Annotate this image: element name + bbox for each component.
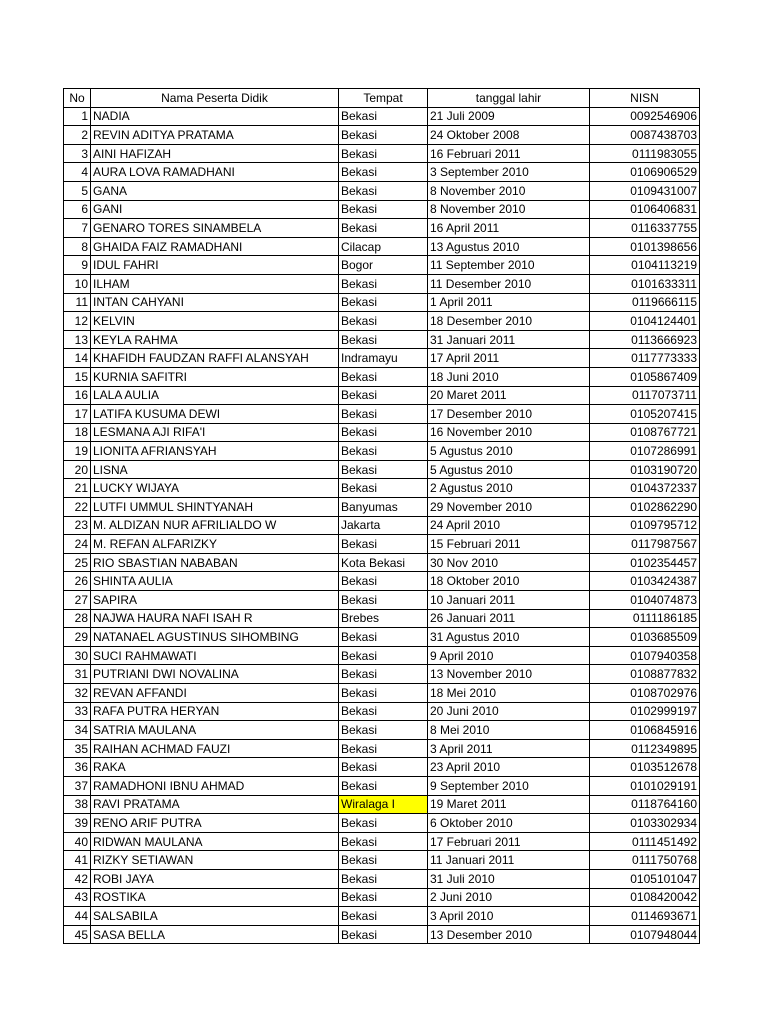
cell-tempat: Bekasi — [339, 572, 428, 591]
cell-tanggal-lahir: 31 Juli 2010 — [428, 869, 590, 888]
table-row — [64, 591, 700, 610]
cell-no: 4 — [64, 163, 91, 182]
cell-nama: INTAN CAHYANI — [91, 293, 339, 312]
cell-no: 11 — [64, 293, 91, 312]
cell-tempat: Bekasi — [339, 293, 428, 312]
cell-nama: ROSTIKA — [91, 888, 339, 907]
cell-tempat: Cilacap — [339, 237, 428, 256]
cell-no: 33 — [64, 702, 91, 721]
table-row — [64, 721, 700, 740]
cell-nisn: 0119666115 — [590, 293, 700, 312]
table-row — [64, 646, 700, 665]
cell-nisn: 0102999197 — [590, 702, 700, 721]
cell-nama: LISNA — [91, 460, 339, 479]
table-row — [64, 144, 700, 163]
table-row — [64, 553, 700, 572]
cell-tanggal-lahir: 24 April 2010 — [428, 516, 590, 535]
cell-nama: RAIHAN ACHMAD FAUZI — [91, 739, 339, 758]
table-row — [64, 367, 700, 386]
table-row — [64, 107, 700, 126]
cell-tanggal-lahir: 29 November 2010 — [428, 498, 590, 517]
cell-nisn: 0112349895 — [590, 739, 700, 758]
cell-tempat: Bekasi — [339, 405, 428, 424]
cell-nisn: 0104124401 — [590, 312, 700, 331]
cell-nisn: 0103512678 — [590, 758, 700, 777]
table-row — [64, 702, 700, 721]
cell-no: 40 — [64, 832, 91, 851]
cell-tempat: Wiralaga I — [339, 795, 428, 814]
cell-no: 35 — [64, 739, 91, 758]
table-row — [64, 498, 700, 517]
cell-nama: LALA AULIA — [91, 386, 339, 405]
cell-nama: PUTRIANI DWI NOVALINA — [91, 665, 339, 684]
cell-tempat: Bekasi — [339, 665, 428, 684]
cell-nisn: 0118764160 — [590, 795, 700, 814]
cell-nisn: 0106406831 — [590, 200, 700, 219]
cell-tanggal-lahir: 20 Maret 2011 — [428, 386, 590, 405]
cell-tempat: Bekasi — [339, 442, 428, 461]
cell-nama: NAJWA HAURA NAFI ISAH R — [91, 609, 339, 628]
cell-nama: NADIA — [91, 107, 339, 126]
cell-nama: ILHAM — [91, 274, 339, 293]
cell-no: 38 — [64, 795, 91, 814]
cell-nisn: 0106906529 — [590, 163, 700, 182]
table-row — [64, 460, 700, 479]
cell-tanggal-lahir: 24 Oktober 2008 — [428, 126, 590, 145]
table-row — [64, 274, 700, 293]
cell-tempat: Bekasi — [339, 386, 428, 405]
cell-nisn: 0103190720 — [590, 460, 700, 479]
cell-tanggal-lahir: 1 April 2011 — [428, 293, 590, 312]
cell-no: 23 — [64, 516, 91, 535]
cell-tempat: Bekasi — [339, 739, 428, 758]
table-row — [64, 572, 700, 591]
cell-tempat: Bekasi — [339, 869, 428, 888]
cell-tempat: Bekasi — [339, 888, 428, 907]
cell-nama: AINI HAFIZAH — [91, 144, 339, 163]
cell-tanggal-lahir: 17 Februari 2011 — [428, 832, 590, 851]
cell-nama: GANA — [91, 181, 339, 200]
table-row — [64, 851, 700, 870]
cell-nisn: 0108702976 — [590, 684, 700, 703]
cell-tempat: Bekasi — [339, 163, 428, 182]
cell-tempat: Bekasi — [339, 814, 428, 833]
cell-tempat: Bekasi — [339, 776, 428, 795]
cell-tempat: Banyumas — [339, 498, 428, 517]
cell-no: 29 — [64, 628, 91, 647]
cell-tempat: Bekasi — [339, 535, 428, 554]
cell-nama: M. REFAN ALFARIZKY — [91, 535, 339, 554]
cell-tanggal-lahir: 3 September 2010 — [428, 163, 590, 182]
cell-nama: KELVIN — [91, 312, 339, 331]
cell-no: 19 — [64, 442, 91, 461]
table-row — [64, 516, 700, 535]
table-row — [64, 256, 700, 275]
cell-no: 17 — [64, 405, 91, 424]
cell-nisn: 0111750768 — [590, 851, 700, 870]
cell-no: 14 — [64, 349, 91, 368]
cell-nama: RENO ARIF PUTRA — [91, 814, 339, 833]
table-row — [64, 776, 700, 795]
cell-no: 25 — [64, 553, 91, 572]
cell-tempat: Bekasi — [339, 200, 428, 219]
cell-tempat: Bekasi — [339, 423, 428, 442]
cell-nisn: 0108767721 — [590, 423, 700, 442]
cell-tanggal-lahir: 16 April 2011 — [428, 219, 590, 238]
header-row — [64, 89, 700, 108]
cell-tanggal-lahir: 13 Agustus 2010 — [428, 237, 590, 256]
cell-tempat: Bekasi — [339, 274, 428, 293]
cell-tanggal-lahir: 18 Juni 2010 — [428, 367, 590, 386]
cell-tanggal-lahir: 17 April 2011 — [428, 349, 590, 368]
cell-nisn: 0103424387 — [590, 572, 700, 591]
cell-nama: LUTFI UMMUL SHINTYANAH — [91, 498, 339, 517]
cell-no: 20 — [64, 460, 91, 479]
header-nisn: NISN — [590, 89, 700, 108]
table-row — [64, 349, 700, 368]
table-row — [64, 237, 700, 256]
cell-no: 9 — [64, 256, 91, 275]
cell-tempat: Bekasi — [339, 628, 428, 647]
table-row — [64, 442, 700, 461]
cell-nama: GENARO TORES SINAMBELA — [91, 219, 339, 238]
table-row — [64, 535, 700, 554]
table-row — [64, 126, 700, 145]
table-row — [64, 423, 700, 442]
cell-no: 41 — [64, 851, 91, 870]
table-row — [64, 181, 700, 200]
cell-nisn: 0117073711 — [590, 386, 700, 405]
cell-no: 10 — [64, 274, 91, 293]
cell-no: 12 — [64, 312, 91, 331]
header-no: No — [64, 89, 91, 108]
cell-tempat: Bekasi — [339, 312, 428, 331]
cell-tempat: Bekasi — [339, 219, 428, 238]
cell-nama: SALSABILA — [91, 907, 339, 926]
cell-no: 27 — [64, 591, 91, 610]
cell-nama: LESMANA AJI RIFA'I — [91, 423, 339, 442]
cell-nama: GHAIDA FAIZ RAMADHANI — [91, 237, 339, 256]
cell-tanggal-lahir: 18 Oktober 2010 — [428, 572, 590, 591]
cell-tempat: Bekasi — [339, 758, 428, 777]
cell-tanggal-lahir: 19 Maret 2011 — [428, 795, 590, 814]
cell-no: 44 — [64, 907, 91, 926]
cell-no: 26 — [64, 572, 91, 591]
cell-tanggal-lahir: 8 Mei 2010 — [428, 721, 590, 740]
cell-tempat: Brebes — [339, 609, 428, 628]
table-row — [64, 219, 700, 238]
cell-nisn: 0113666923 — [590, 330, 700, 349]
cell-no: 31 — [64, 665, 91, 684]
table-row — [64, 684, 700, 703]
cell-nisn: 0104372337 — [590, 479, 700, 498]
cell-nama: KEYLA RAHMA — [91, 330, 339, 349]
cell-tanggal-lahir: 11 Januari 2011 — [428, 851, 590, 870]
cell-nama: KHAFIDH FAUDZAN RAFFI ALANSYAH — [91, 349, 339, 368]
cell-tempat: Bekasi — [339, 181, 428, 200]
table-row — [64, 795, 700, 814]
cell-nama: RIO SBASTIAN NABABAN — [91, 553, 339, 572]
cell-tanggal-lahir: 9 April 2010 — [428, 646, 590, 665]
cell-tempat: Bekasi — [339, 591, 428, 610]
cell-nisn: 0109795712 — [590, 516, 700, 535]
cell-tempat: Bekasi — [339, 684, 428, 703]
cell-tanggal-lahir: 30 Nov 2010 — [428, 553, 590, 572]
table-row — [64, 163, 700, 182]
cell-tanggal-lahir: 18 Mei 2010 — [428, 684, 590, 703]
cell-no: 24 — [64, 535, 91, 554]
cell-nama: REVIN ADITYA PRATAMA — [91, 126, 339, 145]
cell-no: 39 — [64, 814, 91, 833]
table-row — [64, 405, 700, 424]
table-row — [64, 609, 700, 628]
cell-tanggal-lahir: 13 Desember 2010 — [428, 925, 590, 944]
table-row — [64, 200, 700, 219]
cell-tanggal-lahir: 5 Agustus 2010 — [428, 442, 590, 461]
cell-tanggal-lahir: 16 November 2010 — [428, 423, 590, 442]
cell-nama: SATRIA MAULANA — [91, 721, 339, 740]
cell-tanggal-lahir: 26 Januari 2011 — [428, 609, 590, 628]
cell-nisn: 0104074873 — [590, 591, 700, 610]
cell-tanggal-lahir: 3 April 2010 — [428, 907, 590, 926]
cell-nisn: 0105101047 — [590, 869, 700, 888]
cell-tanggal-lahir: 16 Februari 2011 — [428, 144, 590, 163]
table-row — [64, 386, 700, 405]
cell-nama: AURA LOVA RAMADHANI — [91, 163, 339, 182]
cell-nama: LIONITA AFRIANSYAH — [91, 442, 339, 461]
cell-tempat: Bogor — [339, 256, 428, 275]
cell-no: 34 — [64, 721, 91, 740]
cell-tempat: Bekasi — [339, 702, 428, 721]
table-row — [64, 869, 700, 888]
cell-nama: SHINTA AULIA — [91, 572, 339, 591]
cell-nisn: 0117987567 — [590, 535, 700, 554]
cell-no: 45 — [64, 925, 91, 944]
cell-tanggal-lahir: 8 November 2010 — [428, 200, 590, 219]
cell-tempat: Bekasi — [339, 721, 428, 740]
table-row — [64, 758, 700, 777]
cell-no: 18 — [64, 423, 91, 442]
cell-nisn: 0117773333 — [590, 349, 700, 368]
cell-tempat: Bekasi — [339, 330, 428, 349]
cell-no: 43 — [64, 888, 91, 907]
cell-tempat: Bekasi — [339, 460, 428, 479]
cell-nisn: 0114693671 — [590, 907, 700, 926]
cell-nama: SASA BELLA — [91, 925, 339, 944]
cell-nisn: 0106845916 — [590, 721, 700, 740]
cell-tempat: Bekasi — [339, 367, 428, 386]
cell-nama: GANI — [91, 200, 339, 219]
cell-no: 7 — [64, 219, 91, 238]
cell-nisn: 0107940358 — [590, 646, 700, 665]
cell-tempat: Bekasi — [339, 126, 428, 145]
cell-nama: M. ALDIZAN NUR AFRILIALDO W — [91, 516, 339, 535]
cell-tempat: Bekasi — [339, 832, 428, 851]
cell-nama: RIZKY SETIAWAN — [91, 851, 339, 870]
cell-nisn: 0107286991 — [590, 442, 700, 461]
cell-nisn: 0101633311 — [590, 274, 700, 293]
cell-nisn: 0101029191 — [590, 776, 700, 795]
cell-tempat: Kota Bekasi — [339, 553, 428, 572]
header-tanggal-lahir: tanggal lahir — [428, 89, 590, 108]
cell-tanggal-lahir: 3 April 2011 — [428, 739, 590, 758]
cell-nisn: 0102862290 — [590, 498, 700, 517]
cell-no: 42 — [64, 869, 91, 888]
cell-nama: IDUL FAHRI — [91, 256, 339, 275]
cell-tanggal-lahir: 6 Oktober 2010 — [428, 814, 590, 833]
cell-tanggal-lahir: 20 Juni 2010 — [428, 702, 590, 721]
cell-no: 22 — [64, 498, 91, 517]
cell-nama: SUCI RAHMAWATI — [91, 646, 339, 665]
cell-nisn: 0103302934 — [590, 814, 700, 833]
cell-tempat: Bekasi — [339, 851, 428, 870]
cell-nama: RAFA PUTRA HERYAN — [91, 702, 339, 721]
cell-tanggal-lahir: 31 Agustus 2010 — [428, 628, 590, 647]
cell-no: 36 — [64, 758, 91, 777]
cell-tanggal-lahir: 2 Agustus 2010 — [428, 479, 590, 498]
cell-no: 1 — [64, 107, 91, 126]
cell-tempat: Bekasi — [339, 107, 428, 126]
table-row — [64, 888, 700, 907]
cell-nama: REVAN AFFANDI — [91, 684, 339, 703]
cell-nama: LUCKY WIJAYA — [91, 479, 339, 498]
cell-nisn: 0101398656 — [590, 237, 700, 256]
cell-no: 5 — [64, 181, 91, 200]
header-nama: Nama Peserta Didik — [91, 89, 339, 108]
table-row — [64, 814, 700, 833]
cell-nisn: 0087438703 — [590, 126, 700, 145]
cell-tanggal-lahir: 18 Desember 2010 — [428, 312, 590, 331]
cell-tanggal-lahir: 21 Juli 2009 — [428, 107, 590, 126]
table-row — [64, 739, 700, 758]
cell-tanggal-lahir: 11 Desember 2010 — [428, 274, 590, 293]
cell-tanggal-lahir: 17 Desember 2010 — [428, 405, 590, 424]
cell-no: 28 — [64, 609, 91, 628]
cell-tanggal-lahir: 15 Februari 2011 — [428, 535, 590, 554]
table-row — [64, 907, 700, 926]
cell-nama: KURNIA SAFITRI — [91, 367, 339, 386]
cell-nisn: 0108877832 — [590, 665, 700, 684]
cell-no: 32 — [64, 684, 91, 703]
cell-tempat: Bekasi — [339, 479, 428, 498]
cell-tanggal-lahir: 10 Januari 2011 — [428, 591, 590, 610]
cell-nisn: 0111983055 — [590, 144, 700, 163]
cell-nama: SAPIRA — [91, 591, 339, 610]
cell-tempat: Bekasi — [339, 907, 428, 926]
cell-nisn: 0104113219 — [590, 256, 700, 275]
cell-nama: LATIFA KUSUMA DEWI — [91, 405, 339, 424]
cell-nama: ROBI JAYA — [91, 869, 339, 888]
cell-tempat: Bekasi — [339, 144, 428, 163]
cell-no: 21 — [64, 479, 91, 498]
cell-nama: RAKA — [91, 758, 339, 777]
cell-no: 2 — [64, 126, 91, 145]
cell-nisn: 0105207415 — [590, 405, 700, 424]
cell-no: 13 — [64, 330, 91, 349]
cell-tempat: Jakarta — [339, 516, 428, 535]
cell-tanggal-lahir: 2 Juni 2010 — [428, 888, 590, 907]
cell-tanggal-lahir: 31 Januari 2011 — [428, 330, 590, 349]
cell-nama: RAMADHONI IBNU AHMAD — [91, 776, 339, 795]
cell-no: 15 — [64, 367, 91, 386]
table-row — [64, 628, 700, 647]
table-row — [64, 293, 700, 312]
cell-tempat: Bekasi — [339, 646, 428, 665]
table-row — [64, 665, 700, 684]
table-row — [64, 312, 700, 331]
cell-nisn: 0111186185 — [590, 609, 700, 628]
cell-tanggal-lahir: 13 November 2010 — [428, 665, 590, 684]
cell-nisn: 0109431007 — [590, 181, 700, 200]
cell-nisn: 0108420042 — [590, 888, 700, 907]
table-row — [64, 832, 700, 851]
student-table — [63, 88, 700, 944]
header-tempat: Tempat — [339, 89, 428, 108]
cell-no: 3 — [64, 144, 91, 163]
cell-nisn: 0102354457 — [590, 553, 700, 572]
table-row — [64, 925, 700, 944]
cell-tanggal-lahir: 5 Agustus 2010 — [428, 460, 590, 479]
cell-no: 6 — [64, 200, 91, 219]
cell-nisn: 0111451492 — [590, 832, 700, 851]
cell-nisn: 0107948044 — [590, 925, 700, 944]
cell-nama: NATANAEL AGUSTINUS SIHOMBING — [91, 628, 339, 647]
cell-tanggal-lahir: 11 September 2010 — [428, 256, 590, 275]
cell-no: 37 — [64, 776, 91, 795]
table-row — [64, 330, 700, 349]
cell-nisn: 0092546906 — [590, 107, 700, 126]
cell-nisn: 0105867409 — [590, 367, 700, 386]
table-row — [64, 479, 700, 498]
cell-no: 30 — [64, 646, 91, 665]
cell-nama: RAVI PRATAMA — [91, 795, 339, 814]
cell-tanggal-lahir: 23 April 2010 — [428, 758, 590, 777]
cell-tanggal-lahir: 9 September 2010 — [428, 776, 590, 795]
cell-nisn: 0116337755 — [590, 219, 700, 238]
cell-tempat: Bekasi — [339, 925, 428, 944]
cell-tanggal-lahir: 8 November 2010 — [428, 181, 590, 200]
cell-no: 8 — [64, 237, 91, 256]
cell-tempat: Indramayu — [339, 349, 428, 368]
cell-nisn: 0103685509 — [590, 628, 700, 647]
cell-nama: RIDWAN MAULANA — [91, 832, 339, 851]
cell-no: 16 — [64, 386, 91, 405]
